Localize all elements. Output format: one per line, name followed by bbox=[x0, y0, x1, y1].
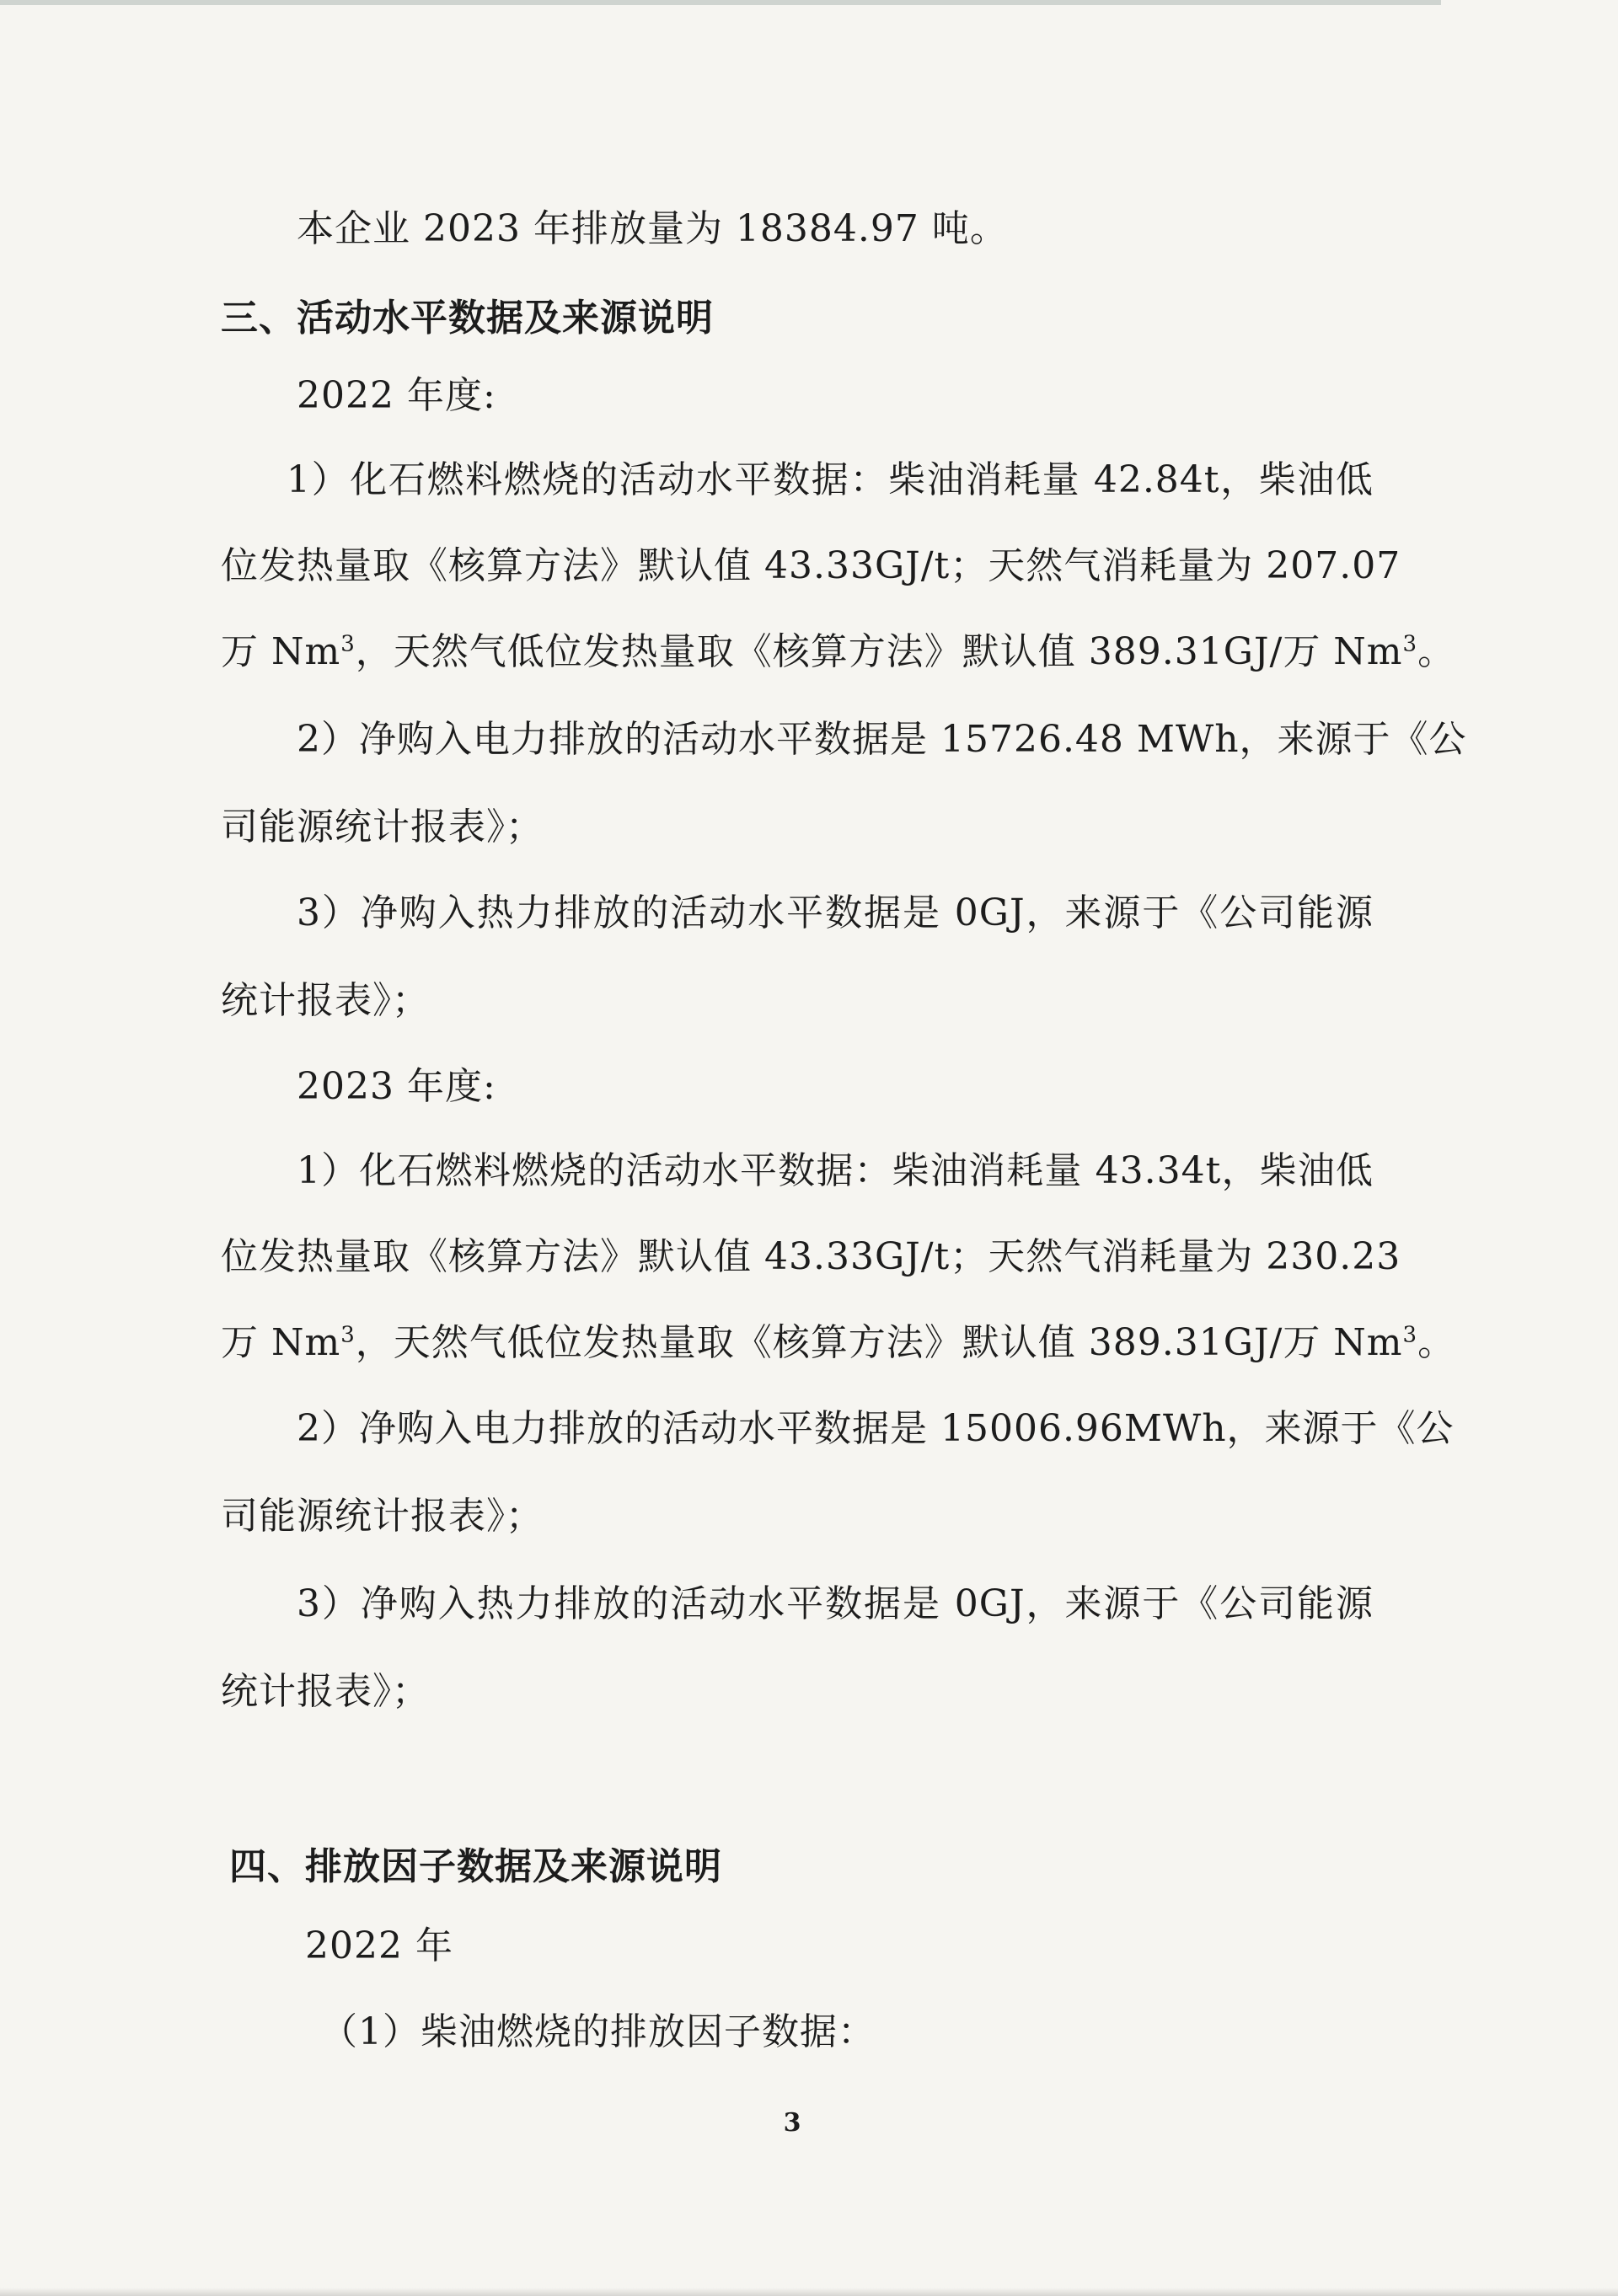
y2023-para2-line1: 2）净购入电力排放的活动水平数据是 15006.96MWh，来源于《公 bbox=[297, 1407, 1455, 1450]
superscript-3: 3 bbox=[340, 631, 356, 657]
section4-heading: 四、排放因子数据及来源说明 bbox=[229, 1845, 722, 1888]
y2022-para3-line2: 统计报表》； bbox=[221, 979, 430, 1022]
y2022-para1-line3-a: 万 Nm bbox=[221, 630, 341, 673]
year-2022-short-label: 2022 年 bbox=[305, 1924, 453, 1967]
superscript-3: 3 bbox=[340, 1322, 356, 1348]
y2023-para2-line2: 司能源统计报表》； bbox=[221, 1495, 544, 1538]
y2022-para2-line2: 司能源统计报表》； bbox=[221, 805, 544, 848]
section3-heading: 三、活动水平数据及来源说明 bbox=[221, 297, 714, 340]
year-2022-label: 2022 年度: bbox=[297, 374, 496, 417]
superscript-3: 3 bbox=[1402, 1322, 1418, 1348]
y2022-para1-line3 bbox=[221, 627, 1455, 677]
y2023-para1-line3-a: 万 Nm bbox=[221, 1321, 341, 1364]
superscript-3: 3 bbox=[1402, 631, 1418, 657]
diesel-factor-line: （1）柴油燃烧的排放因子数据： bbox=[320, 2010, 876, 2053]
y2023-para1-line1: 1）化石燃料燃烧的活动水平数据：柴油消耗量 43.34t，柴油低 bbox=[297, 1149, 1374, 1192]
y2022-para1-line2: 位发热量取《核算方法》默认值 43.33GJ/t；天然气消耗量为 207.07 bbox=[221, 544, 1401, 587]
y2022-para1-line1: 1）化石燃料燃烧的活动水平数据：柴油消耗量 42.84t，柴油低 bbox=[287, 458, 1374, 501]
y2022-para3-line1: 3）净购入热力排放的活动水平数据是 0GJ，来源于《公司能源 bbox=[297, 891, 1374, 934]
y2023-para3-line1: 3）净购入热力排放的活动水平数据是 0GJ，来源于《公司能源 bbox=[297, 1582, 1374, 1625]
emission-2023-line: 本企业 2023 年排放量为 18384.97 吨。 bbox=[297, 207, 1008, 250]
y2023-para1-line3 bbox=[221, 1318, 1455, 1368]
y2022-para1-line3-b: ，天然气低位发热量取《核算方法》默认值 389.31GJ/万 Nm bbox=[355, 630, 1403, 673]
y2023-para1-line2: 位发热量取《核算方法》默认值 43.33GJ/t；天然气消耗量为 230.23 bbox=[221, 1235, 1401, 1278]
y2023-para1-line3-b: ，天然气低位发热量取《核算方法》默认值 389.31GJ/万 Nm bbox=[355, 1321, 1403, 1364]
y2023-para1-line3-c: 。 bbox=[1417, 1321, 1456, 1364]
y2022-para2-line1: 2）净购入电力排放的活动水平数据是 15726.48 MWh，来源于《公 bbox=[297, 718, 1467, 761]
y2022-para1-line3-c: 。 bbox=[1417, 630, 1456, 673]
y2023-para3-line2: 统计报表》； bbox=[221, 1670, 430, 1713]
year-2023-label: 2023 年度: bbox=[297, 1065, 496, 1108]
page-number: 3 bbox=[783, 2108, 801, 2138]
scan-edge-bottom bbox=[0, 2288, 1618, 2296]
